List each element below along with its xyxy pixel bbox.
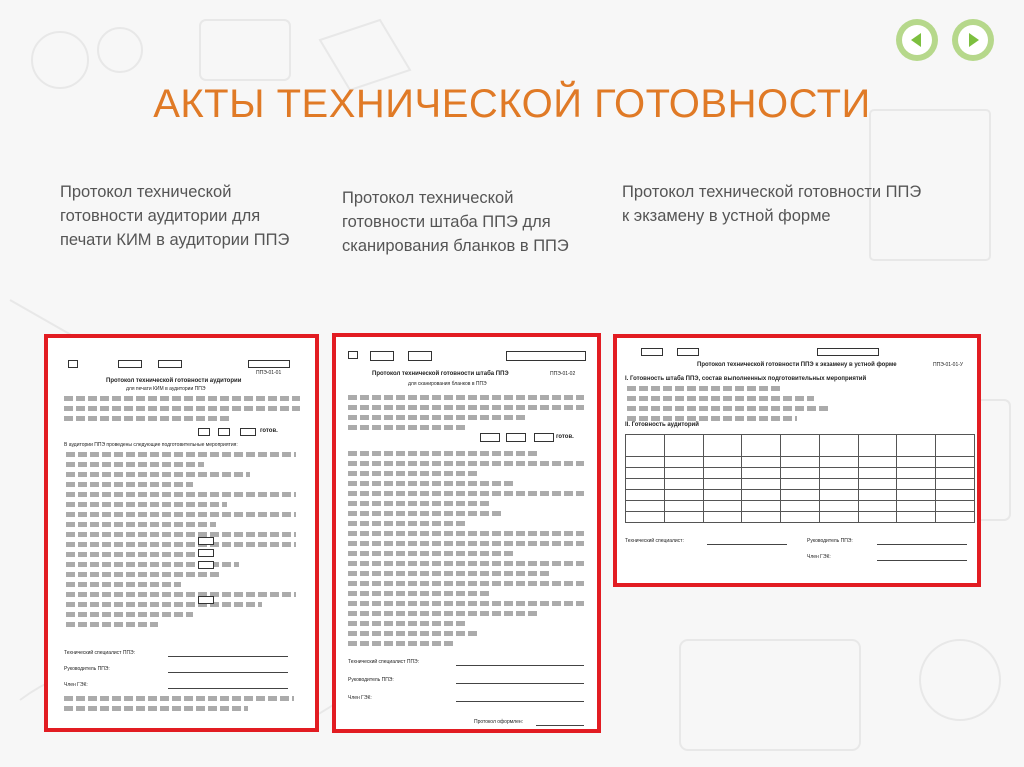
doc3-signature-line — [707, 544, 787, 545]
doc2-digit-box — [534, 433, 554, 442]
doc1-role-tech: Технический специалист ППЭ: — [64, 650, 136, 656]
doc2-date-box — [506, 351, 586, 361]
doc1-digit-box — [198, 428, 210, 436]
doc3-checklist — [627, 386, 967, 426]
doc2-ready-label: готов. — [556, 434, 574, 440]
doc1-ready-label: готов. — [260, 428, 278, 434]
doc2-signed-label: Протокол оформлен: — [474, 719, 524, 725]
doc2-form-code: ППЭ-01-02 — [550, 371, 576, 377]
doc3-classroom-table — [625, 434, 975, 523]
doc1-region-box — [68, 360, 78, 368]
doc2-code-box — [370, 351, 394, 361]
doc1-section-heading: В аудитории ППЭ проведены следующие подготовительные мероприятия: — [64, 442, 238, 448]
doc1-digit-box — [240, 428, 256, 436]
doc2-region-box — [348, 351, 358, 359]
doc2-signature-line — [456, 665, 584, 666]
doc3-section1: I. Готовность штаба ППЭ, состав выполненных подготовительных мероприятий — [625, 376, 867, 382]
doc2-role-tech: Технический специалист ППЭ: — [348, 659, 420, 665]
doc1-digit-box — [198, 549, 214, 557]
doc1-code-box — [118, 360, 142, 368]
next-slide-button[interactable] — [952, 19, 994, 61]
doc2-checklist — [348, 451, 584, 651]
arrow-left-icon — [908, 31, 926, 49]
document-classroom-protocol[interactable] — [44, 334, 319, 732]
document-oral-exam-protocol[interactable] — [613, 334, 981, 587]
doc1-digit-box — [218, 428, 230, 436]
doc1-signature-line — [168, 688, 288, 689]
doc3-section2: II. Готовность аудиторий — [625, 422, 699, 428]
doc2-signature-line — [456, 683, 584, 684]
doc1-role-head: Руководитель ППЭ: — [64, 666, 110, 672]
doc3-role-gek: Член ГЭК: — [807, 554, 831, 560]
slide-title: АКТЫ ТЕХНИЧЕСКОЙ ГОТОВНОСТИ — [153, 82, 871, 126]
doc3-code-box — [641, 348, 663, 356]
doc1-date-box — [248, 360, 290, 368]
doc2-ppe-box — [408, 351, 432, 361]
arrow-right-icon — [964, 31, 982, 49]
prev-slide-button[interactable] — [896, 19, 938, 61]
doc3-ppe-box — [677, 348, 699, 356]
doc3-role-head: Руководитель ППЭ: — [807, 538, 853, 544]
doc1-signature-line — [168, 656, 288, 657]
caption-classroom-protocol: Протокол технической готовности аудитории для печати КИМ в аудитории ППЭ — [60, 183, 290, 249]
doc1-digit-box — [198, 537, 214, 545]
doc1-footnote — [64, 696, 294, 716]
doc2-signature-line — [456, 701, 584, 702]
doc2-intro-text — [348, 395, 584, 435]
doc3-signature-line — [877, 560, 967, 561]
doc1-intro-text — [64, 396, 300, 426]
doc2-heading: Протокол технической готовности штаба ППЭ — [372, 371, 509, 377]
caption-oral-exam-protocol: Протокол технической готовности ППЭ к экзамену в устной форме — [622, 183, 922, 225]
doc2-role-head: Руководитель ППЭ: — [348, 677, 394, 683]
doc1-digit-box — [198, 596, 214, 604]
doc1-digit-box — [198, 561, 214, 569]
doc3-date-box — [817, 348, 879, 356]
doc3-form-code: ППЭ-01-01-У — [933, 362, 964, 368]
doc1-form-code: ППЭ-01-01 — [256, 370, 282, 376]
doc1-subheading: для печати КИМ в аудитории ППЭ — [126, 386, 206, 392]
doc1-ppe-box — [158, 360, 182, 368]
doc2-role-gek: Член ГЭК: — [348, 695, 372, 701]
doc3-signature-line — [877, 544, 967, 545]
doc1-checklist — [66, 452, 296, 632]
caption-hq-protocol: Протокол технической готовности штаба ППЭ для сканирования бланков в ППЭ — [342, 189, 569, 255]
doc2-signature-line — [536, 725, 584, 726]
doc3-heading: Протокол технической готовности ППЭ к экзамену в устной форме — [697, 362, 897, 368]
document-hq-protocol[interactable] — [332, 333, 601, 733]
doc2-digit-box — [506, 433, 526, 442]
doc1-signature-line — [168, 672, 288, 673]
doc2-subheading: для сканирования бланков в ППЭ — [408, 381, 487, 387]
doc1-heading: Протокол технической готовности аудитории — [106, 378, 242, 384]
doc3-role-tech: Технический специалист: — [625, 538, 684, 544]
doc1-role-gek: Член ГЭК: — [64, 682, 88, 688]
doc2-digit-box — [480, 433, 500, 442]
